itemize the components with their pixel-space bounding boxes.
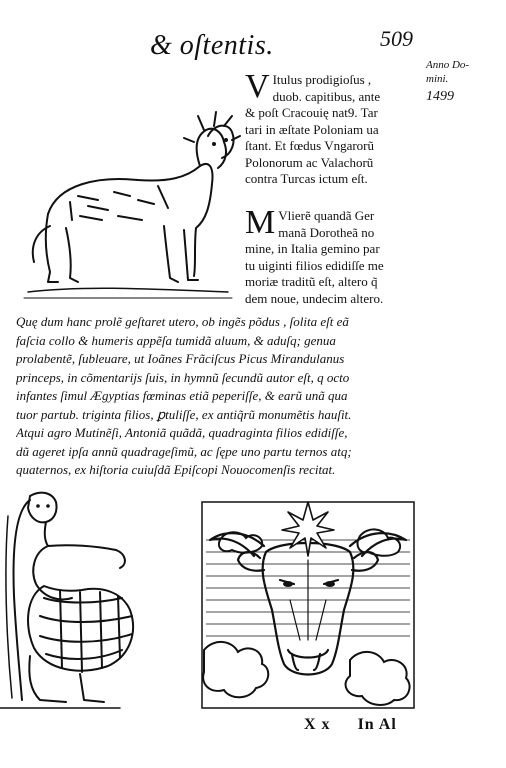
- text-line: infantes ſimul Ægyptias fœminas etiã peperiſſe, & earũ unã qua: [16, 388, 348, 403]
- text-line: Vlierẽ quandã Ger: [278, 208, 375, 223]
- drop-cap-initial: V: [245, 68, 270, 105]
- text-line: contra Turcas ictum eſt.: [245, 171, 368, 186]
- text-line: dem noue, undecim altero.: [245, 290, 384, 306]
- text-line: quaternos, ex hiſtoria cuiuſdã Epiſcopi Nouocomenſis recitat.: [16, 462, 336, 477]
- running-heading: & oſtentis.: [150, 30, 274, 61]
- margin-note-year: [426, 58, 506, 104]
- text-line: faſcia collo & humeris appẽſa tumidã aluum, & aduſq; genua: [16, 332, 336, 348]
- signature-left: X x: [304, 716, 331, 733]
- text-line: princeps, in cõmentarijs ſuis, in hymnũ ſecundũ autor eſt, q octo: [16, 369, 350, 385]
- margin-note-line: mini.: [426, 73, 449, 85]
- paragraph-dorothea: [245, 204, 415, 307]
- text-line: Itulus prodigioſus ,: [272, 72, 372, 87]
- signature-right: In Al: [357, 716, 397, 733]
- text-line: tuor partub. triginta filios, ꝑtuliſſe, ex antiq̃rũ monumẽtis hauſit.: [16, 406, 352, 422]
- text-line: moriæ traditũ eſt, altero q̃: [245, 274, 378, 289]
- text-line: Quę dum hanc prolẽ geſtaret utero, ob ingẽs põdus , ſolita eſt eã: [16, 314, 349, 329]
- text-line: ſtant. Et fœdus Vngarorũ: [245, 138, 375, 153]
- page-number: 509: [380, 26, 413, 51]
- text-line: Atqui agro Mutinẽſi, Antoniã quãdã, quadraginta filios edidiſſe,: [16, 425, 348, 440]
- text-line: prolabentẽ, ſubleuare, ut Ioãnes Frãciſcus Picus Mirandulanus: [16, 351, 345, 366]
- text-line: tari in æſtate Poloniam ua: [245, 121, 379, 137]
- paragraph-full-width: [16, 313, 416, 480]
- text-line: mine, in Italia gemino par: [245, 241, 380, 256]
- text-line: dũ ageret ipſa annũ quadrageſimũ, ac ſępe uno partu ternos atq;: [16, 443, 352, 459]
- signature-mark: [304, 716, 419, 734]
- two-headed-calf-icon: [18, 96, 242, 302]
- margin-note-line: Anno Do-: [426, 59, 470, 71]
- pregnant-woman-icon: [0, 486, 148, 718]
- ox-head-icon: [200, 500, 416, 710]
- drop-cap-initial: M: [245, 204, 276, 241]
- text-line: Polonorum ac Valachorũ: [245, 154, 374, 170]
- text-line: duob. capitibus, ante: [272, 88, 381, 104]
- text-line: manã Dorotheã no: [278, 224, 375, 240]
- paragraph-two-headed-calf: [245, 68, 415, 188]
- text-line: tu uiginti filios edidiſſe me: [245, 257, 384, 273]
- margin-note-line: 1499: [426, 89, 454, 104]
- text-line: & poſt Cracouię nat9. Tar: [245, 105, 378, 120]
